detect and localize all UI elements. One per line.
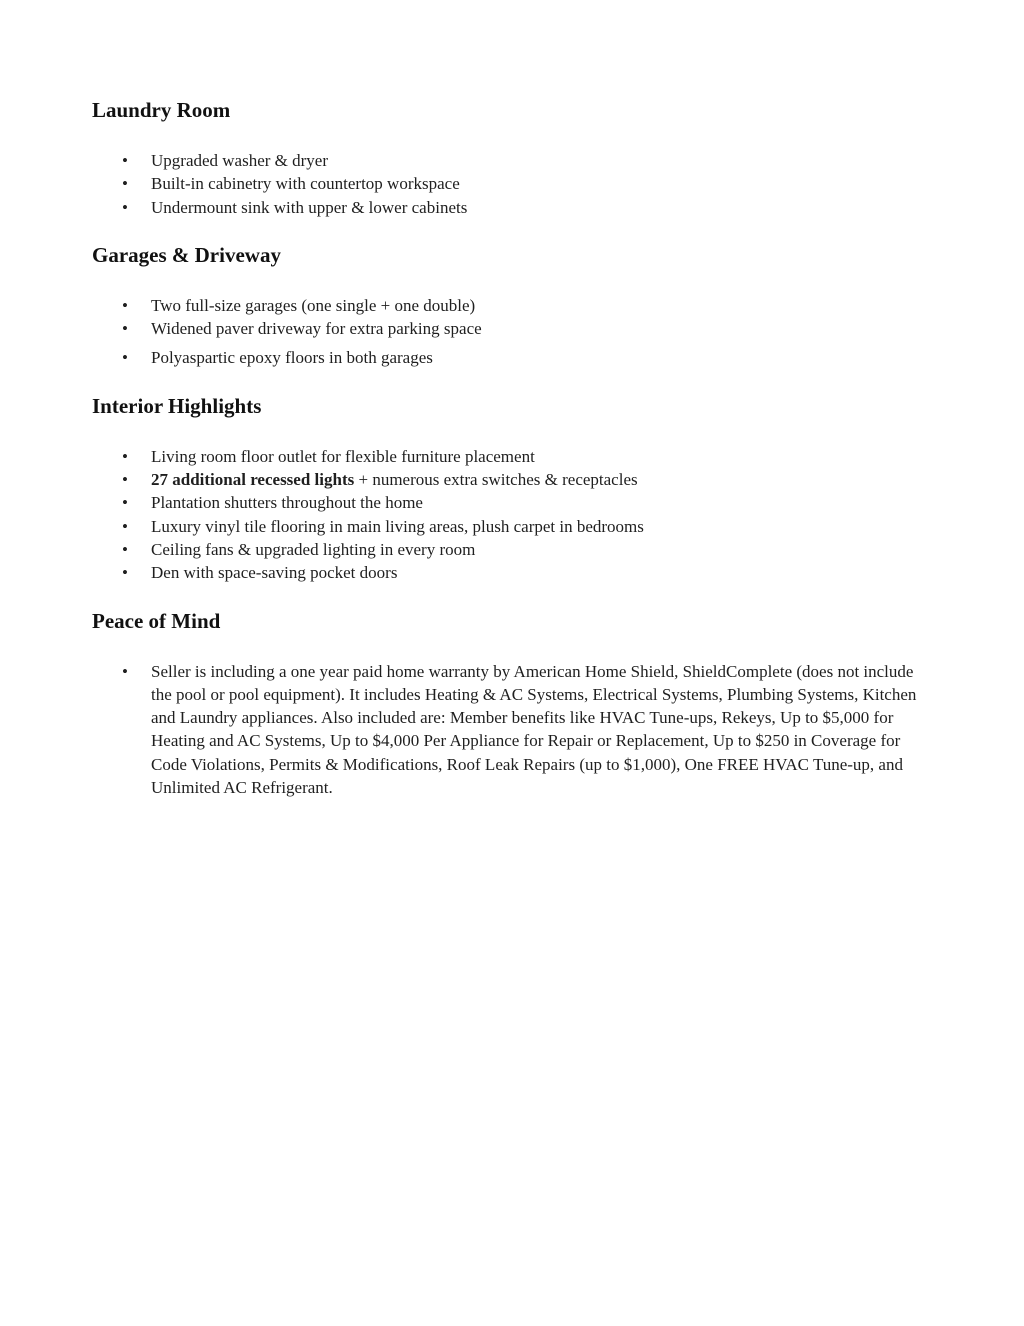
- interior-bullet-list: [92, 445, 935, 585]
- list-item: [151, 561, 935, 584]
- garages-bullet-list: [92, 294, 935, 370]
- list-item-text: Two full-size garages (one single + one double): [151, 295, 476, 315]
- section-heading-interior-highlights: Interior Highlights: [92, 393, 262, 418]
- list-item: [151, 149, 935, 172]
- list-item-text: Polyaspartic epoxy floors in both garages: [151, 348, 433, 368]
- list-item-text: Luxury vinyl tile flooring in main living areas, plush carpet in bedrooms: [151, 516, 644, 536]
- list-item-text: Built-in cabinetry with countertop workspace: [151, 174, 460, 194]
- section-heading-garages-driveway: Garages & Driveway: [92, 242, 281, 267]
- list-item: [151, 317, 935, 340]
- list-item-text: Plantation shutters throughout the home: [151, 493, 423, 513]
- section-heading-peace-of-mind: Peace of Mind: [92, 608, 221, 633]
- list-item-text: Den with space-saving pocket doors: [151, 563, 398, 583]
- section-laundry-room: [92, 97, 935, 219]
- list-item-bold-text: 27 additional recessed lights: [151, 470, 355, 490]
- section-interior-highlights: [92, 393, 935, 585]
- list-item: [151, 538, 935, 561]
- section-garages-driveway: [92, 242, 935, 370]
- list-item-text: + numerous extra switches & receptacles: [358, 470, 638, 490]
- list-item-text: Undermount sink with upper & lower cabinets: [151, 197, 468, 217]
- list-item: [151, 172, 935, 195]
- list-item-text: Upgraded washer & dryer: [151, 151, 329, 170]
- section-heading-laundry-room: Laundry Room: [92, 98, 231, 122]
- list-item: [151, 468, 935, 491]
- list-item: [151, 346, 935, 369]
- list-item-text: Living room floor outlet for flexible furniture placement: [151, 446, 535, 466]
- list-item: [151, 660, 935, 800]
- peace-bullet-list: [92, 660, 935, 800]
- list-item: [151, 445, 935, 468]
- list-item: [151, 196, 935, 219]
- list-item: [151, 491, 935, 514]
- section-peace-of-mind: [92, 608, 935, 800]
- list-item: [151, 294, 935, 317]
- list-item-text: Ceiling fans & upgraded lighting in every room: [151, 539, 476, 559]
- laundry-bullet-list: [92, 149, 935, 219]
- warranty-paragraph-text: Seller is including a one year paid home warranty by American Home Shield, ShieldComplete (does not include the pool or pool equipment). It includes Heating & AC Systems, Electrical Systems, Plumbing Systems, Kitchen and Laundry appliances. Also included are: Member benefits like HVAC Tune-ups, Rekeys, Up to $5,000 for Heating and AC Systems, Up to $4,000 Per Appliance for Repair or Replacement, Up to $250 in Coverage for Code Violations, Permits & Modifications, Roof Leak Repairs (up to $1,000), One FREE HVAC Tune-up, and Unlimited AC Refrigerant.: [151, 661, 917, 798]
- list-item-text: Widened paver driveway for extra parking space: [151, 319, 482, 339]
- list-item: [151, 515, 935, 538]
